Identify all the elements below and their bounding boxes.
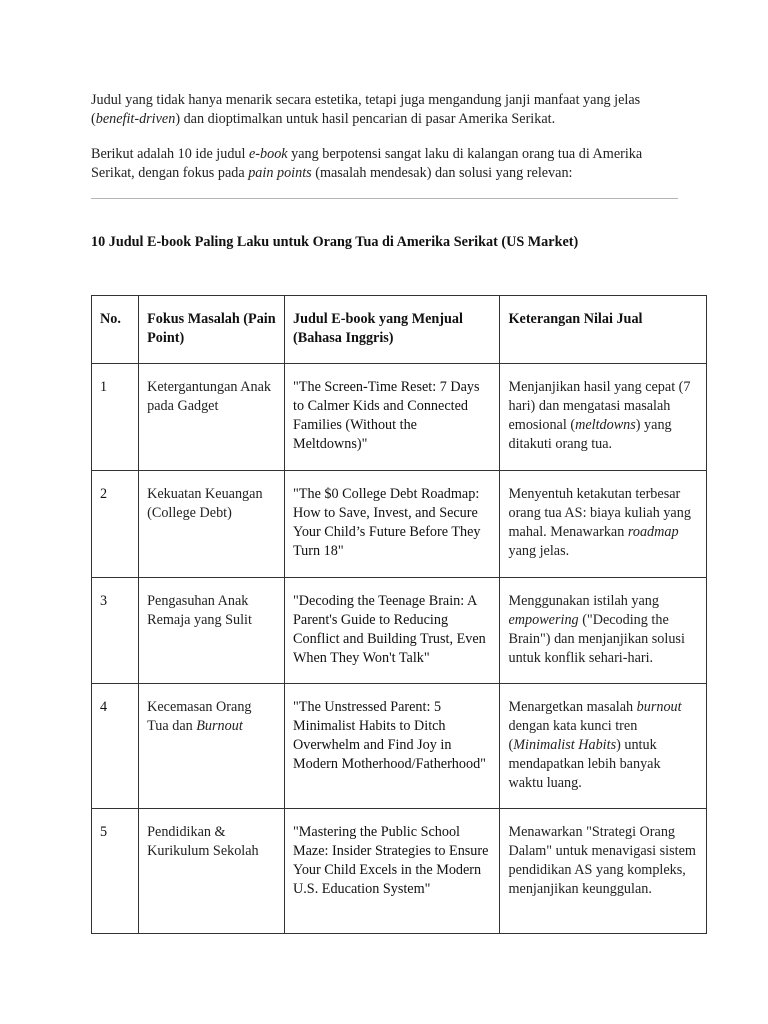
cell-value-emphasis: burnout: [636, 699, 682, 715]
cell-value-emphasis: Minimalist Habits: [513, 737, 617, 753]
intro-emphasis: benefit-driven: [95, 111, 176, 127]
cell-value-text: Menargetkan masalah: [508, 699, 637, 715]
cell-value-text: Menggunakan istilah yang: [508, 593, 659, 609]
cell-value-text: Menyentuh ketakutan terbesar orang tua AS: biaya kuliah yang mahal. Menawarkan: [508, 486, 691, 540]
intro-text: yang berpotensi sangat laku di kalangan orang tua di Amerika Serikat, dengan fokus pada: [91, 146, 643, 181]
intro-text: Berikut adalah 10 ide judul: [91, 146, 249, 162]
intro-emphasis: e-book: [249, 146, 288, 162]
cell-value-emphasis: meltdowns: [575, 417, 636, 433]
cell-value-text: Menjanjikan hasil yang cepat (7 hari) dan mengatasi masalah emosional (: [508, 379, 691, 433]
cell-focus: Kekuatan Keuangan (College Debt): [139, 471, 285, 578]
horizontal-divider: [91, 198, 678, 199]
cell-value: [500, 471, 707, 578]
cell-title: "The Unstressed Parent: 5 Minimalist Habits to Ditch Overwhelm and Find Joy in Modern Motherhood/Fatherhood": [285, 684, 500, 809]
cell-value-text: yang jelas.: [508, 543, 570, 559]
cell-value: Menawarkan "Strategi Orang Dalam" untuk menavigasi sistem pendidikan AS yang kompleks, menjanjikan keunggulan.: [500, 809, 707, 934]
cell-value-text: ("Decoding the Brain") dan menjanjikan solusi untuk konflik sehari-hari.: [508, 612, 685, 666]
cell-title: "The Screen-Time Reset: 7 Days to Calmer Kids and Connected Families (Without the Meltdowns)": [285, 364, 500, 471]
header-title: Judul E-book yang Menjual (Bahasa Inggris): [285, 296, 500, 364]
intro-emphasis: pain points: [248, 165, 312, 181]
ebook-titles-table: [91, 295, 707, 934]
table-row: [92, 364, 707, 471]
intro-text: ) dan dioptimalkan untuk hasil pencarian di pasar Amerika Serikat.: [175, 111, 556, 127]
cell-value: [500, 364, 707, 471]
cell-value-text: dengan kata kunci tren (: [508, 718, 638, 753]
cell-value-emphasis: empowering: [508, 612, 579, 628]
cell-focus: Pendidikan & Kurikulum Sekolah: [139, 809, 285, 934]
header-no: No.: [92, 296, 139, 364]
section-heading: 10 Judul E-book Paling Laku untuk Orang Tua di Amerika Serikat (US Market): [91, 234, 579, 250]
cell-focus-text: Kecemasan Orang Tua dan: [147, 699, 252, 734]
cell-no: 5: [92, 809, 139, 934]
cell-no: 4: [92, 684, 139, 809]
intro-text: (masalah mendesak) dan solusi yang relevan:: [311, 165, 573, 181]
cell-focus: Ketergantungan Anak pada Gadget: [139, 364, 285, 471]
cell-value-emphasis: roadmap: [627, 524, 679, 540]
table-row: [92, 471, 707, 578]
intro-paragraph-2: [91, 145, 681, 183]
cell-no: 1: [92, 364, 139, 471]
cell-value-text: ) yang ditakuti orang tua.: [508, 417, 672, 452]
table-header-row: [92, 296, 707, 364]
header-focus: Fokus Masalah (Pain Point): [139, 296, 285, 364]
cell-title: "Mastering the Public School Maze: Insider Strategies to Ensure Your Child Excels in the Modern U.S. Education System": [285, 809, 500, 934]
table-row: [92, 684, 707, 809]
cell-value: [500, 684, 707, 809]
cell-title: "The $0 College Debt Roadmap: How to Save, Invest, and Secure Your Child’s Future Before They Turn 18": [285, 471, 500, 578]
cell-no: 2: [92, 471, 139, 578]
cell-focus-emphasis: Burnout: [196, 718, 243, 734]
cell-focus: Pengasuhan Anak Remaja yang Sulit: [139, 578, 285, 684]
cell-title: "Decoding the Teenage Brain: A Parent's Guide to Reducing Conflict and Building Trust, Even When They Won't Talk": [285, 578, 500, 684]
table-row: [92, 809, 707, 934]
cell-focus: [139, 684, 285, 809]
cell-value-text: ) untuk mendapatkan lebih banyak waktu luang.: [508, 737, 661, 791]
header-value: Keterangan Nilai Jual: [500, 296, 707, 364]
intro-paragraph-1: [91, 91, 681, 129]
intro-text: Judul yang tidak hanya menarik secara estetika, tetapi juga mengandung janji manfaat yang jelas (: [91, 92, 641, 127]
cell-value: [500, 578, 707, 684]
table-row: [92, 578, 707, 684]
cell-no: 3: [92, 578, 139, 684]
